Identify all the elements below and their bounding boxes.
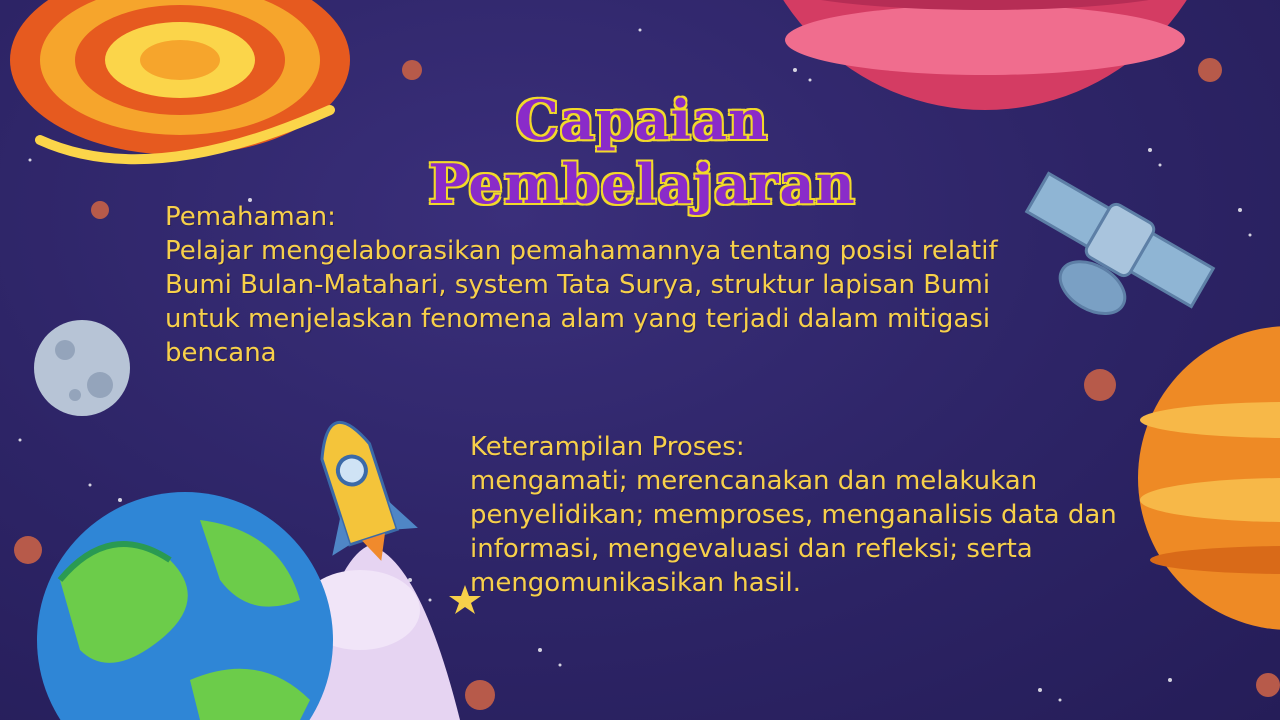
slide-title: Capaian Pembelajaran [428,88,856,216]
section-heading: Keterampilan Proses: [470,432,745,462]
section-pemahaman [165,200,1045,370]
section-keterampilan-proses [470,430,1190,600]
moon [34,320,130,416]
section-heading: Pemahaman: [165,202,336,232]
section-body: mengamati; merencanakan dan melakukan penyelidikan; memproses, menganalisis data dan informasi, mengevaluasi dan refleksi; serta mengomunikasikan hasil. [470,466,1117,598]
section-body: Pelajar mengelaborasikan pemahamannya tentang posisi relatif Bumi Bulan-Matahari, system Tata Surya, struktur lapisan Bumi untuk menjelaskan fenomena alam yang terjadi dalam mitigasi bencana [165,236,998,368]
earth [37,492,333,720]
galaxy-swirl [10,0,350,159]
